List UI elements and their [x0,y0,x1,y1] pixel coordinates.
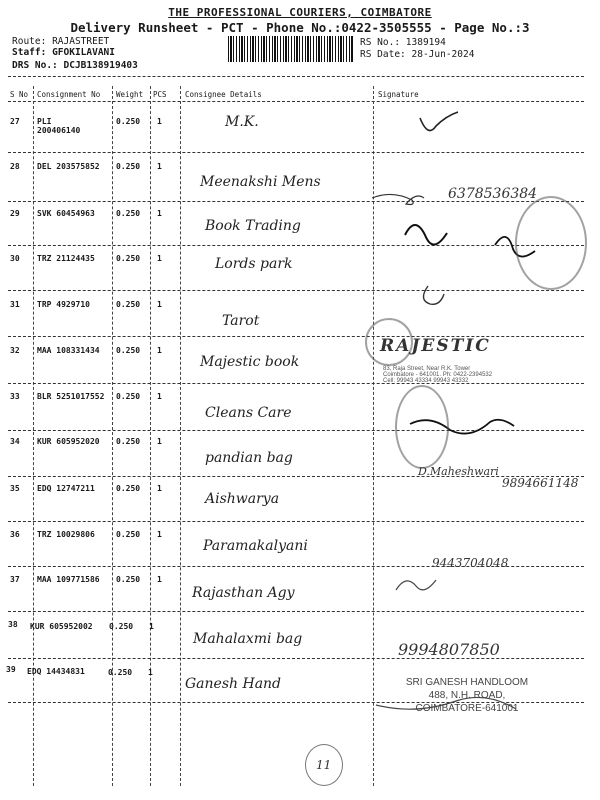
ganesh-name: SRI GANESH HANDLOOM [405,677,529,688]
weight: 0.250 [116,575,141,584]
drs-value: DCJB138919403 [63,60,138,71]
consignee-handwritten: Meenakshi Mens [200,174,321,190]
consignee-handwritten: Book Trading [205,218,301,234]
pcs: 1 [157,484,162,493]
consignee-handwritten: Lords park [215,256,293,272]
majestic-phone: Cell: 99943 43334 99943 43332 [383,378,469,384]
majestic-address-2: Coimbatore - 641001. Ph: 0422-2394532 [383,372,493,378]
route-value: RAJASTREET [52,36,110,47]
weight: 0.250 [116,162,141,171]
sno: 30 [10,254,20,263]
consignee-handwritten: Cleans Care [205,405,292,421]
weight: 0.250 [116,254,141,263]
weight: 0.250 [116,392,141,401]
sno: 39 [6,665,16,674]
col-pcs: PCS [153,90,167,99]
consignee-handwritten: Majestic book [200,354,300,370]
sno: 31 [10,300,20,309]
rs-no-label: RS No.: [360,37,401,48]
weight: 0.250 [108,668,133,677]
signature-phone: 9894661148 [502,476,579,490]
signature-name: D.Maheshwari [418,465,499,478]
consignee-handwritten: pandian bag [205,450,293,466]
consignee-handwritten: Mahalaxmi bag [193,631,303,647]
rs-date-value: 28-Jun-2024 [411,49,475,60]
consignment-no: BLR 5251017552 [37,392,105,401]
ganesh-city: COIMBATORE-641001 [415,703,519,714]
weight: 0.250 [116,530,141,539]
pcs: 1 [157,530,162,539]
sno: 28 [10,162,20,171]
sno: 37 [10,575,20,584]
ganesh-stamp [382,676,552,715]
consignee-handwritten: Ganesh Hand [185,676,282,692]
pcs: 1 [157,300,162,309]
sno: 29 [10,209,20,218]
consignment-no: MAA 109771586 [37,575,100,584]
page-mark-number: 11 [316,758,332,772]
consignee-handwritten: Paramakalyani [203,538,308,554]
col-consignment: Consignment No [37,90,101,99]
consignee-handwritten: Tarot [222,313,260,329]
signature-stroke [372,194,424,204]
consignee-handwritten: Aishwarya [205,491,280,507]
sno: 35 [10,484,20,493]
round-seal-stamp [395,385,449,469]
col-consignee: Consignee Details [185,90,262,99]
pcs: 1 [157,117,162,126]
weight: 0.250 [116,346,141,355]
weight: 0.250 [116,117,141,126]
col-sno: S No [10,90,29,99]
pcs: 1 [148,668,153,677]
consignment-no: EDQ 14434831 [27,667,85,676]
consignment-no: MAA 108331434 [37,346,100,355]
signature-stroke [405,225,447,245]
sno: 36 [10,530,20,539]
drs-label: DRS No.: [12,60,58,71]
consignment-no: SVK 60454963 [37,209,95,218]
runsheet-title: Delivery Runsheet - PCT - Phone No.:0422-3505555 - Page No.:3 [70,20,530,35]
signature-stroke [423,286,444,304]
signature-stamp-text: RAJESTIC [380,336,491,356]
sno: 34 [10,437,20,446]
consignee-handwritten: Rajasthan Agy [192,585,295,601]
consignment-no: TRZ 21124435 [37,254,95,263]
weight: 0.250 [109,622,134,631]
consignment-no: KUR 605952002 [30,622,93,631]
col-weight: Weight [116,90,144,99]
consignment-no: TRZ 10029806 [37,530,95,539]
pcs: 1 [157,392,162,401]
staff-label: Staff: [12,47,47,58]
signature-phone: 6378536384 [448,186,538,202]
sno: 27 [10,117,20,126]
sno: 38 [8,620,18,629]
pcs: 1 [157,254,162,263]
pcs: 1 [157,346,162,355]
pcs: 1 [157,575,162,584]
pcs: 1 [157,209,162,218]
round-seal-stamp [365,318,413,366]
weight: 0.250 [116,437,141,446]
staff-value: GFOKILAVANI [52,47,115,58]
signature-phone: 9443704048 [432,556,509,570]
rs-no-value: 1389194 [405,37,446,48]
majestic-stamp [383,366,492,384]
weight: 0.250 [116,300,141,309]
weight: 0.250 [116,209,141,218]
pcs: 1 [149,622,154,631]
consignment-no: PLI 200406140 [37,117,81,135]
weight: 0.250 [116,484,141,493]
ganesh-address: 488, N.H. ROAD, [428,690,506,701]
pcs: 1 [157,437,162,446]
signature-stroke [420,112,458,131]
consignment-no: DEL 203575852 [37,162,100,171]
consignment-no: EDQ 12747211 [37,484,95,493]
consignee-handwritten: M.K. [225,114,259,130]
col-signature: Signature [378,90,419,99]
rs-date-label: RS Date: [360,49,406,60]
consignment-no: KUR 605952020 [37,437,100,446]
sno: 33 [10,392,20,401]
signature-phone: 9994807850 [398,640,500,659]
round-seal-stamp [515,196,587,290]
route-label: Route: [12,36,47,47]
pcs: 1 [157,162,162,171]
company-name: THE PROFESSIONAL COURIERS, COIMBATORE [168,6,432,19]
majestic-address-1: 83, Raja Street, Near R.K. Tower [383,366,471,372]
consignment-no: TRP 4929710 [37,300,90,309]
sno: 32 [10,346,20,355]
signature-stroke [396,580,436,590]
